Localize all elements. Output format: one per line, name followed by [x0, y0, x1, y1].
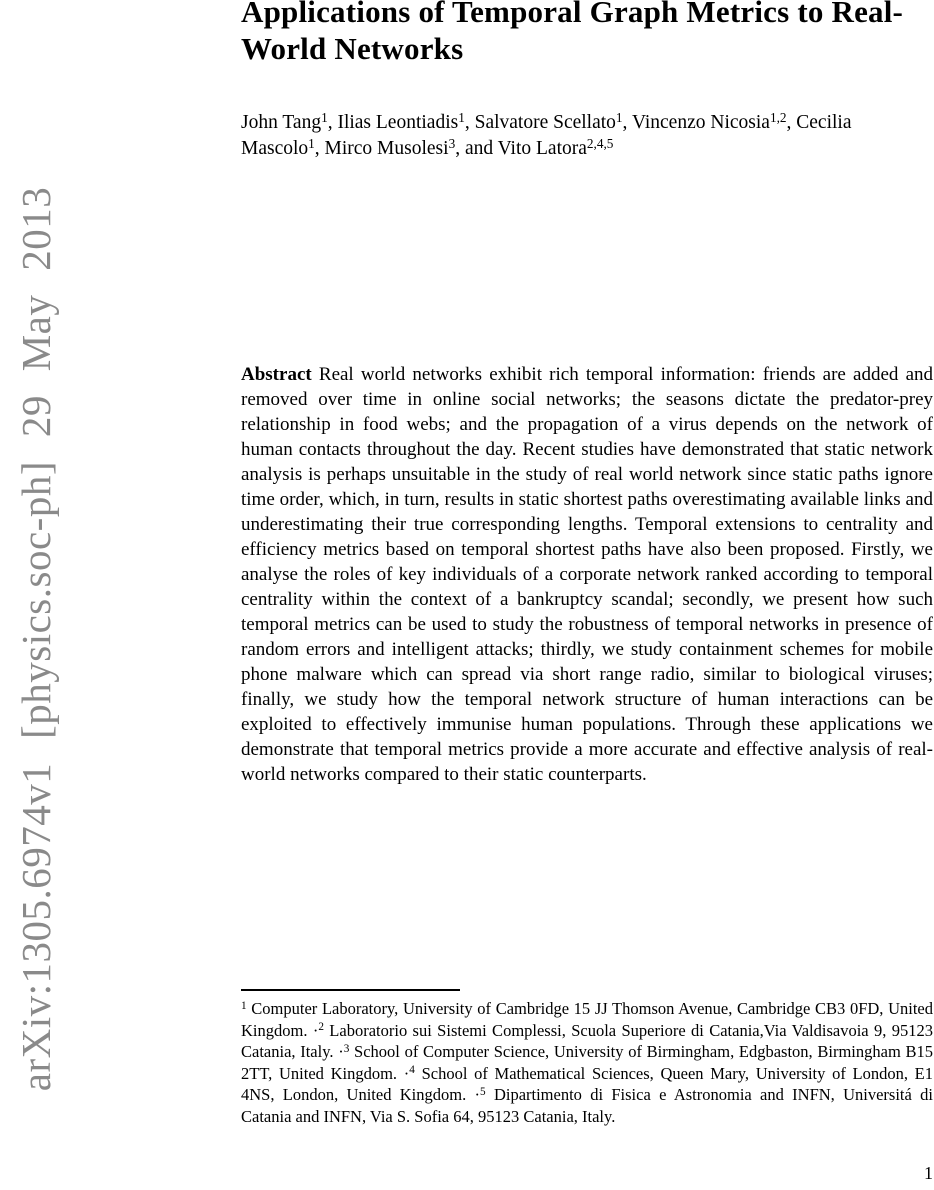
page-number: 1: [924, 1163, 933, 1183]
abstract-label: Abstract: [241, 364, 312, 385]
abstract: [241, 362, 933, 787]
abstract-text: Real world networks exhibit rich temporal information: friends are added and removed over time in online social networks; the seasons dictate the predator-prey relationship in food webs; and the propagation of a virus depends on the network of human contacts throughout the day. Recent studies have demonstrated that static network analysis is perhaps unsuitable in the study of real world network since static paths ignore time order, which, in turn, results in static shortest paths overestimating available links and underestimating their true corresponding lengths. Temporal extensions to centrality and efficiency metrics based on temporal shortest paths have also been proposed. Firstly, we analyse the roles of key individuals of a corporate network ranked according to temporal centrality within the context of a bankruptcy scandal; secondly, we present how such temporal metrics can be used to study the robustness of temporal networks in presence of random errors and intelligent attacks; thirdly, we study containment schemes for mobile phone malware which can spread via short range radio, similar to biological viruses; finally, we study how the temporal network structure of human interactions can be exploited to effectively immunise human populations. Through these applications we demonstrate that temporal metrics provide a more accurate and effective analysis of real-world networks compared to their static counterparts.: [241, 364, 934, 785]
footnote-rule: [241, 989, 460, 991]
author-list: John Tang$^1$, Ilias Leontiadis$^1$, Salvatore Scellato$^1$, Vincenzo Nicosia$^{1,2}$, Cecilia Mascolo$^1$, Mirco Musolesi$^3$, and Vito Latora$^{2,4,5}$: [241, 110, 852, 159]
paper-title: Applications of Temporal Graph Metrics to Real-World Networks: [241, 0, 904, 66]
arxiv-watermark: arXiv:1305.6974v1 [physics.soc-ph] 29 May 2013: [13, 186, 59, 1092]
affiliation-footnotes: $^1$ Computer Laboratory, University of Cambridge 15 JJ Thomson Avenue, Cambridge CB3 0FD, United Kingdom. ·$^2$ Laboratorio sui Sistemi Complessi, Scuola Superiore di Catania,Via Valdisavoia 9, 95123 Catania, Italy. ·$^3$ School of Computer Science, University of Birmingham, Edgbaston, Birmingham B15 2TT, United Kingdom. ·$^4$ School of Mathematical Sciences, Queen Mary, University of London, E1 4NS, London, United Kingdom. ·$^5$ Dipartimento di Fisica e Astronomia and INFN, Universitá di Catania and INFN, Via S. Sofia 64, 95123 Catania, Italy.: [241, 999, 933, 1126]
